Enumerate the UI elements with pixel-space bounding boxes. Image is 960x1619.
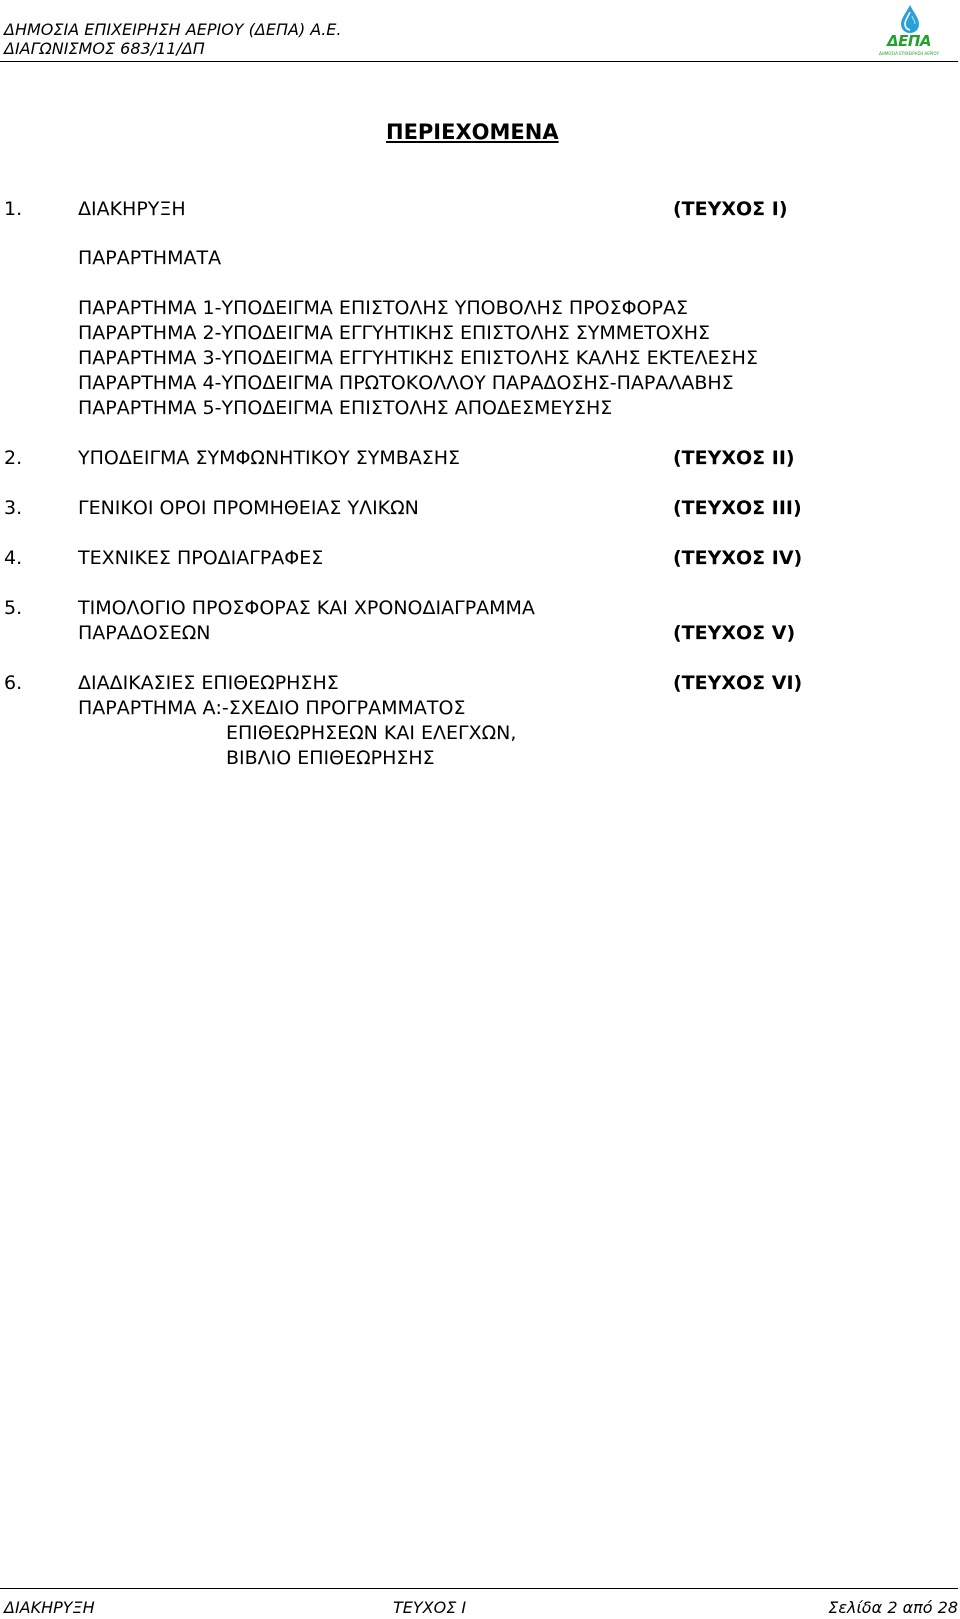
footer-page-number: Σελίδα 2 από 28: [828, 1598, 958, 1617]
annex-item-1: ΠΑΡΑΡΤΗΜΑ 1-ΥΠΟΔΕΙΓΜΑ ΕΠΙΣΤΟΛΗΣ ΥΠΟΒΟΛΗΣ ΠΡΟΣΦΟΡΑΣ: [78, 297, 688, 319]
annex-item-4: ΠΑΡΑΡΤΗΜΑ 4-ΥΠΟΔΕΙΓΜΑ ΠΡΩΤΟΚΟΛΛΟΥ ΠΑΡΑΔΟΣΗΣ-ΠΑΡΑΛΑΒΗΣ: [78, 372, 734, 394]
toc-entry-4-label: ΤΕΧΝΙΚΕΣ ΠΡΟΔΙΑΓΡΑΦΕΣ: [78, 547, 324, 569]
logo-subtext: ΔΗΜΟΣΙΑ ΕΠΙΧΕΙΡΗΣΗ ΑΕΡΙΟΥ: [879, 51, 939, 56]
toc-entry-5-label-line2: ΠΑΡΑΔΟΣΕΩΝ: [78, 622, 211, 644]
page-title: ΠΕΡΙΕΧΟΜΕΝΑ: [386, 120, 559, 144]
footer-volume: ΤΕΥΧΟΣ Ι: [393, 1598, 467, 1617]
toc-entry-1-label: ΔΙΑΚΗΡΥΞΗ: [78, 198, 186, 220]
toc-entry-2-number: 2.: [4, 447, 23, 469]
logo-wordmark: ΔΕΠΑ: [886, 32, 932, 50]
toc-entry-2-volume: (ΤΕΥΧΟΣ ΙΙ): [673, 447, 795, 469]
toc-entry-6-annex-line2: ΕΠΙΘΕΩΡΗΣΕΩΝ ΚΑΙ ΕΛΕΓΧΩΝ,: [226, 722, 517, 744]
annex-item-2: ΠΑΡΑΡΤΗΜΑ 2-ΥΠΟΔΕΙΓΜΑ ΕΓΓΥΗΤΙΚΗΣ ΕΠΙΣΤΟΛΗΣ ΣΥΜΜΕΤΟΧΗΣ: [78, 322, 711, 344]
depa-logo: [878, 4, 940, 58]
toc-entry-5-label-line1: ΤΙΜΟΛΟΓΙΟ ΠΡΟΣΦΟΡΑΣ ΚΑΙ ΧΡΟΝΟΔΙΑΓΡΑΜΜΑ: [78, 597, 535, 619]
toc-entry-6-label: ΔΙΑΔΙΚΑΣΙΕΣ ΕΠΙΘΕΩΡΗΣΗΣ: [78, 672, 339, 694]
page-header: [0, 0, 958, 62]
annex-item-3: ΠΑΡΑΡΤΗΜΑ 3-ΥΠΟΔΕΙΓΜΑ ΕΓΓΥΗΤΙΚΗΣ ΕΠΙΣΤΟΛΗΣ ΚΑΛΗΣ ΕΚΤΕΛΕΣΗΣ: [78, 347, 758, 369]
toc-entry-1-volume: (ΤΕΥΧΟΣ Ι): [673, 198, 788, 220]
page-footer: [0, 1588, 958, 1619]
header-company-name: ΔΗΜΟΣΙΑ ΕΠΙΧΕΙΡΗΣΗ ΑΕΡΙΟΥ (ΔΕΠΑ) Α.Ε.: [4, 20, 342, 39]
toc-entry-4-volume: (ΤΕΥΧΟΣ ΙV): [673, 547, 803, 569]
toc-entry-4-number: 4.: [4, 547, 23, 569]
annex-item-5: ΠΑΡΑΡΤΗΜΑ 5-ΥΠΟΔΕΙΓΜΑ ΕΠΙΣΤΟΛΗΣ ΑΠΟΔΕΣΜΕΥΣΗΣ: [78, 397, 613, 419]
toc-entry-6-annex-line3: ΒΙΒΛΙΟ ΕΠΙΘΕΩΡΗΣΗΣ: [226, 747, 435, 769]
toc-entry-3-number: 3.: [4, 497, 23, 519]
toc-entry-6-annex-line1: ΠΑΡΑΡΤΗΜΑ Α:-ΣΧΕΔΙΟ ΠΡΟΓΡΑΜΜΑΤΟΣ: [78, 697, 466, 719]
toc-entry-6-number: 6.: [4, 672, 23, 694]
toc-entry-5-volume: (ΤΕΥΧΟΣ V): [673, 622, 796, 644]
toc-entry-5-number: 5.: [4, 597, 23, 619]
gas-drop-icon: [898, 4, 922, 34]
toc-entry-3-volume: (ΤΕΥΧΟΣ ΙΙΙ): [673, 497, 802, 519]
toc-entry-2-label: ΥΠΟΔΕΙΓΜΑ ΣΥΜΦΩΝΗΤΙΚΟΥ ΣΥΜΒΑΣΗΣ: [78, 447, 461, 469]
annexes-heading: ΠΑΡΑΡΤΗΜΑΤΑ: [78, 247, 222, 269]
toc-entry-1-number: 1.: [4, 198, 23, 220]
toc-entry-6-volume: (ΤΕΥΧΟΣ VI): [673, 672, 803, 694]
toc-entry-3-label: ΓΕΝΙΚΟΙ ΟΡΟΙ ΠΡΟΜΗΘΕΙΑΣ ΥΛΙΚΩΝ: [78, 497, 419, 519]
footer-document-name: ΔΙΑΚΗΡΥΞΗ: [4, 1598, 95, 1617]
header-tender-number: ΔΙΑΓΩΝΙΣΜΟΣ 683/11/ΔΠ: [4, 39, 205, 58]
